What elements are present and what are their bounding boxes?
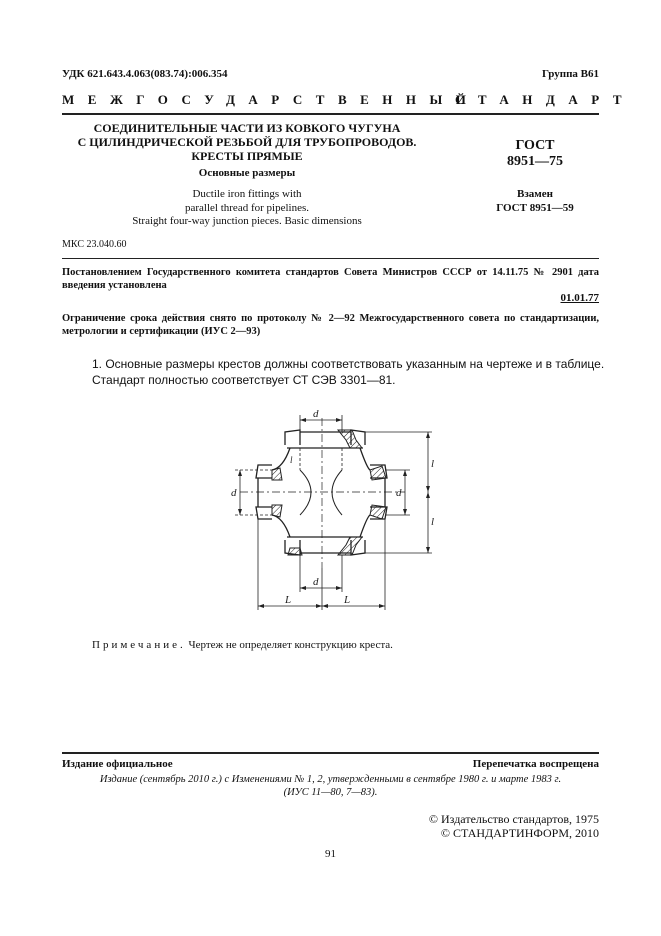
gost-label: ГОСТ: [515, 138, 555, 153]
udk-code: УДК 621.643.4.063(083.74):006.354: [62, 68, 228, 80]
label-l-inner: l: [290, 455, 293, 465]
label-d-bottom: d: [313, 576, 319, 588]
copyright: [429, 812, 599, 840]
gost-code: 8951—75: [507, 154, 563, 169]
edition-label: Издание официальное: [62, 758, 173, 770]
replaces-code: ГОСТ 8951—59: [496, 202, 574, 214]
copyright-line-1: © Издательство стандартов, 1975: [428, 812, 599, 826]
edition-info-line-1: Издание (сентябрь 2010 г.) с Изменениями № 1, 2, утвержденными в сентябре 1980 г. и марте 1983 г.: [99, 774, 562, 785]
note-label: Примечание.: [92, 639, 186, 651]
title-en-line-2: parallel thread for pipelines.: [184, 201, 309, 214]
edition-info-line-2: (ИУС 11—80, 7—83).: [283, 787, 378, 798]
body-para-2: Стандарт полностью соответствует СТ СЭВ 3301—81.: [92, 373, 396, 387]
note-text: Чертеж не определяет конструкцию креста.: [188, 639, 393, 651]
page-number: 91: [325, 848, 336, 860]
mks-code: МКС 23.040.60: [62, 239, 127, 250]
title-line-2: С ЦИЛИНДРИЧЕСКОЙ РЕЗЬБОЙ ДЛЯ ТРУБОПРОВОДОВ.: [77, 135, 417, 149]
label-d-left: d: [231, 487, 237, 499]
label-d-top: d: [313, 408, 319, 420]
title-line-1: СОЕДИНИТЕЛЬНЫЕ ЧАСТИ ИЗ КОВКОГО ЧУГУНА: [93, 121, 401, 135]
title-en-line-3: Straight four-way junction pieces. Basic dimensions: [132, 215, 362, 227]
edition-info: [62, 773, 599, 799]
label-L-right: L: [344, 594, 351, 606]
standard-type-right: СТАНДАРТ: [455, 92, 636, 107]
replaces-label: Взамен: [517, 188, 553, 200]
label-d-right: d: [396, 487, 402, 499]
title-en-line-1: Ductile iron fittings with: [192, 188, 302, 200]
label-L-left: L: [285, 594, 292, 606]
reprint-label: Перепечатка воспрещена: [472, 758, 599, 770]
standard-type-left: МЕЖГОСУДАРСТВЕННЫЙ: [62, 92, 480, 107]
decree-text: Постановлением Государственного комитета стандартов Совета Министров СССР от 14.11.75 № 2901 дата введения установлена: [62, 267, 599, 291]
body-para-1: 1. Основные размеры крестов должны соответствовать указанным на чертеже и в таблице.: [92, 357, 605, 371]
copyright-line-2: © СТАНДАРТИНФОРМ, 2010: [440, 826, 599, 840]
group-code: Группа В61: [541, 68, 599, 80]
footer-rule: [62, 752, 599, 754]
title-subtitle: Основные размеры: [198, 167, 296, 179]
label-l-upper: l: [431, 458, 435, 470]
decree-date: 01.01.77: [560, 292, 599, 304]
title-line-3: КРЕСТЫ ПРЯМЫЕ: [191, 149, 303, 163]
note: [92, 639, 393, 651]
limitation-text: Ограничение срока действия снято по протоколу № 2—92 Межгосударственного совета по стандартизации, метрологии и сертификации (ИУС 2—93): [62, 313, 599, 337]
label-l-lower: l: [431, 516, 435, 528]
